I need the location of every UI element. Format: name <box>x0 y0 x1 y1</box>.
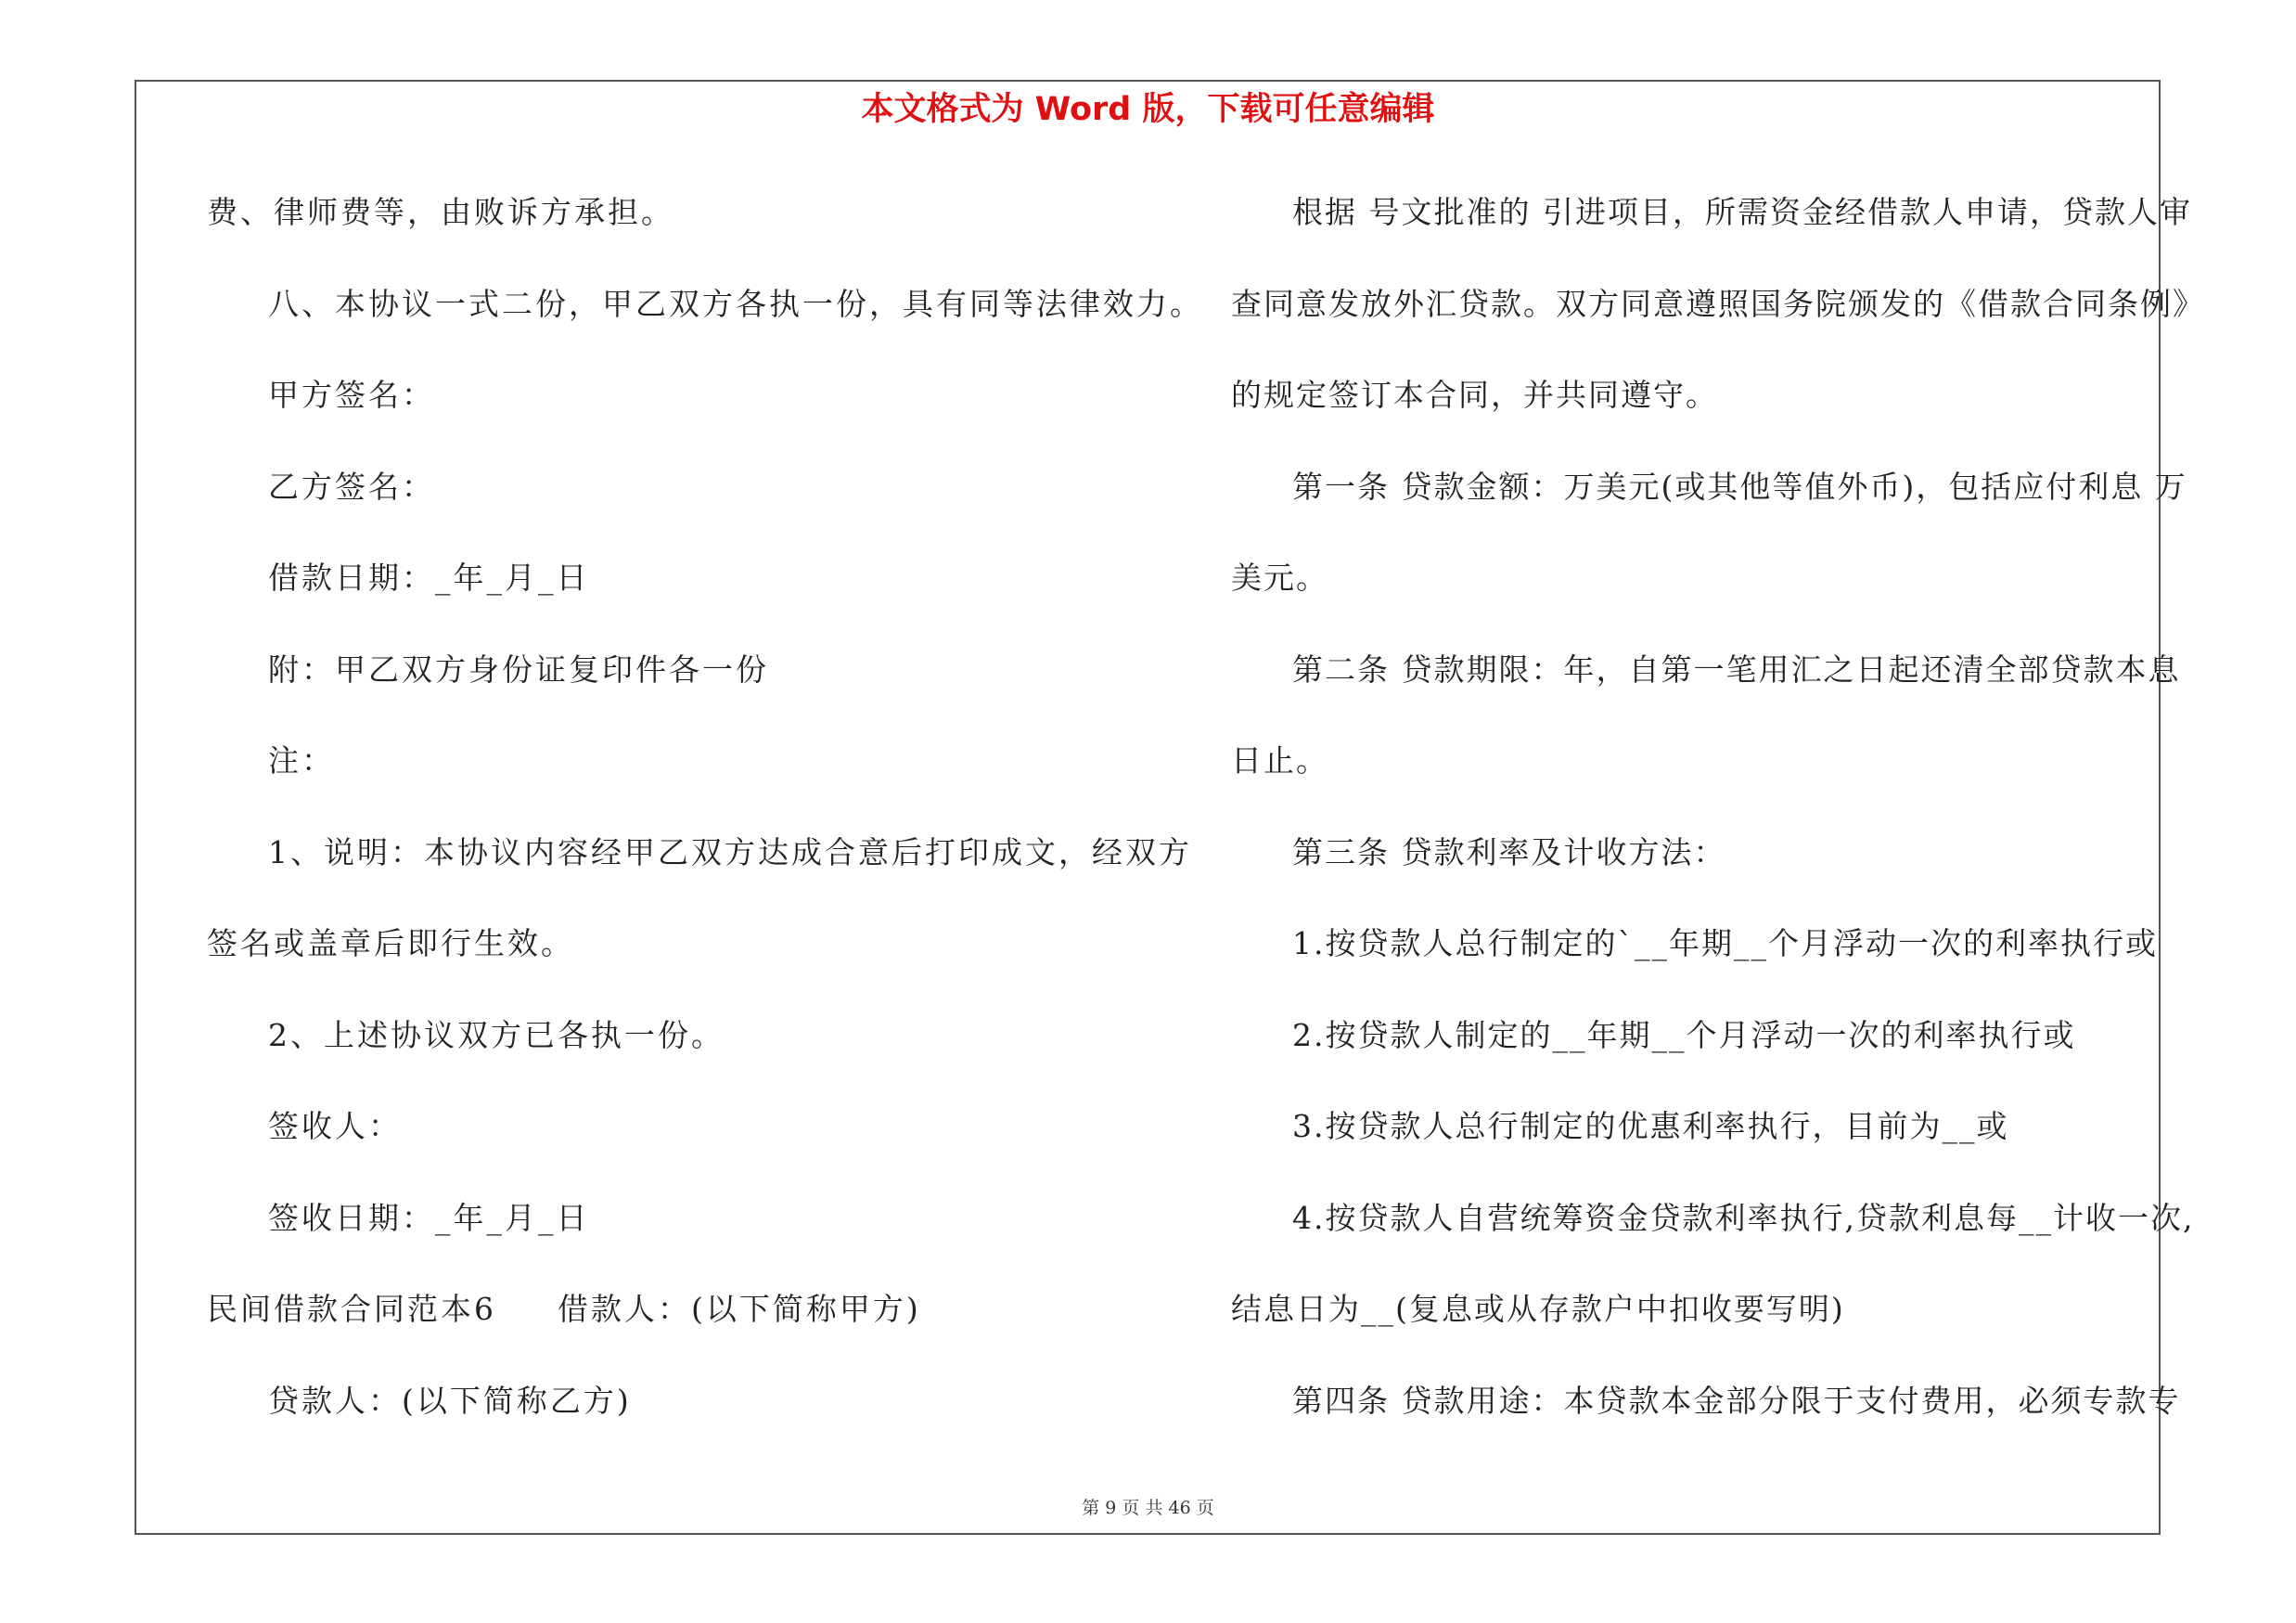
borrower-line: 借款人：(以下简称甲方) <box>558 1291 921 1327</box>
text-line: 查同意发放外汇贷款。双方同意遵照国务院颁发的《借款合同条例》 <box>1231 285 2205 322</box>
text-line: 1、说明：本协议内容经甲乙双方达成合意后打印成文，经双方 <box>268 833 1192 870</box>
text-line: 根据 号文批准的 引进项目，所需资金经借款人申请，贷款人审 <box>1292 194 2192 230</box>
article-line: 第二条 贷款期限：年，自第一笔用汇之日起还清全部贷款本息 <box>1292 650 2181 688</box>
article-line: 第四条 贷款用途：本贷款本金部分限于支付费用，必须专款专 <box>1292 1382 2181 1419</box>
text-line: 八、本协议一式二份，甲乙双方各执一份，具有同等法律效力。 <box>268 285 1203 322</box>
text-line: 费、律师费等，由败诉方承担。 <box>207 194 674 230</box>
signature-line-party-a: 甲方签名： <box>268 377 435 413</box>
text-line: 结息日为__(复息或从存款户中扣收要写明) <box>1231 1291 1845 1327</box>
right-column <box>1231 185 2205 1464</box>
left-column <box>207 185 1203 1464</box>
list-item: 1.按贷款人总行制定的`__年期__个月浮动一次的利率执行或 <box>1292 925 2158 961</box>
note-label: 注： <box>268 742 335 779</box>
article-line: 第一条 贷款金额：万美元(或其他等值外币)，包括应付利息 万 <box>1292 468 2187 505</box>
lender-line: 贷款人：(以下简称乙方) <box>268 1382 632 1419</box>
article-line: 第三条 贷款利率及计收方法： <box>1292 833 1726 870</box>
section-title: 民间借款合同范本6 <box>207 1291 496 1327</box>
text-line: 的规定签订本合同，并共同遵守。 <box>1231 377 1718 413</box>
text-line: 签名或盖章后即行生效。 <box>207 925 574 961</box>
text-line: 2、上述协议双方已各执一份。 <box>268 1016 725 1053</box>
page-number: 第 9 页 共 46 页 <box>1082 1498 1214 1518</box>
text-line: 美元。 <box>1231 560 1328 596</box>
section-heading-line <box>207 1282 1172 1373</box>
format-banner: 本文格式为 Word 版，下载可任意编辑 <box>861 91 1435 128</box>
list-item: 4.按贷款人自营统筹资金贷款利率执行,贷款利息每__计收一次, <box>1292 1199 2195 1236</box>
attachment-line: 附：甲乙双方身份证复印件各一份 <box>268 650 769 688</box>
list-item: 3.按贷款人总行制定的优惠利率执行，目前为__或 <box>1292 1108 2009 1144</box>
receiver-line: 签收人： <box>268 1108 402 1144</box>
receive-date-line: 签收日期：_年_月_日 <box>268 1199 590 1236</box>
list-item: 2.按贷款人制定的__年期__个月浮动一次的利率执行或 <box>1292 1016 2076 1053</box>
text-line: 日止。 <box>1231 742 1328 779</box>
loan-date-line: 借款日期：_年_月_日 <box>268 560 590 596</box>
signature-line-party-b: 乙方签名： <box>268 468 435 505</box>
